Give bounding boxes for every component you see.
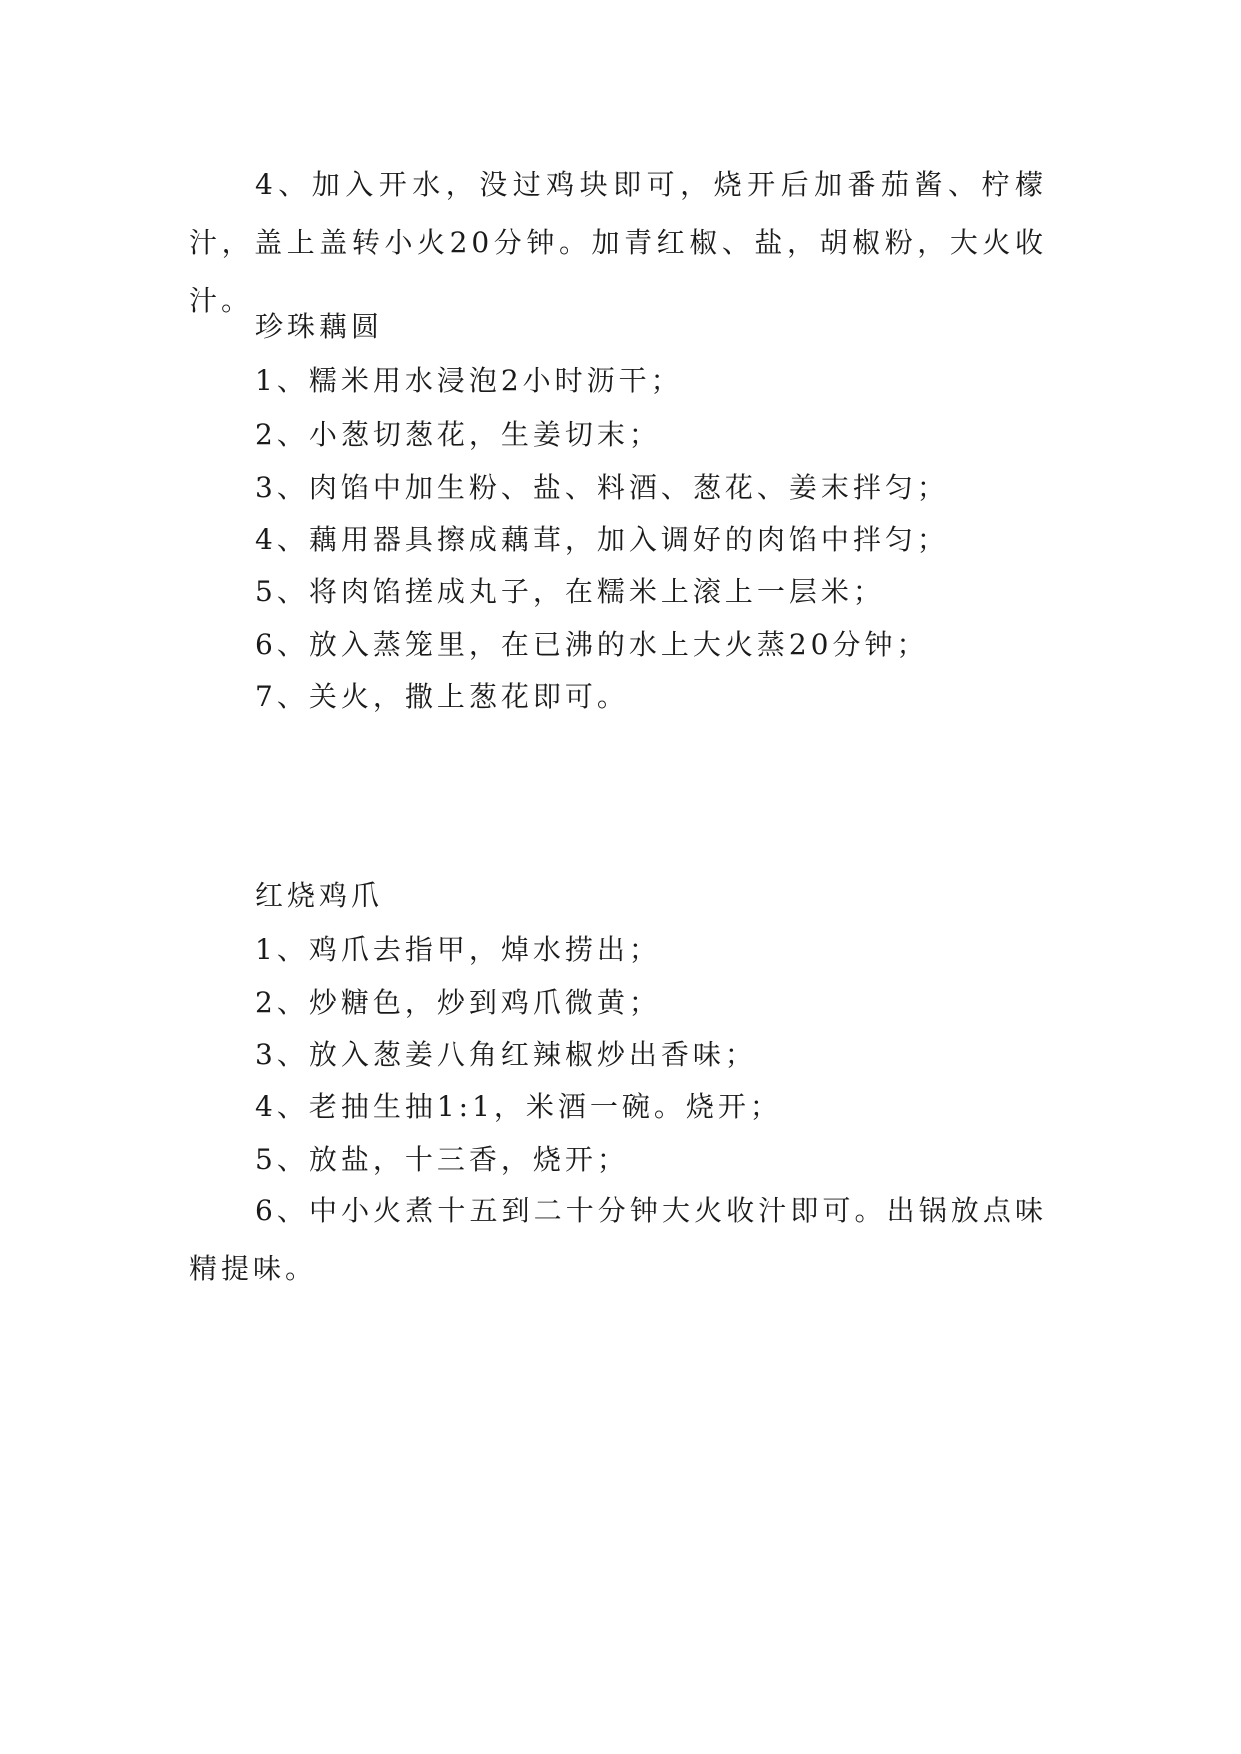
list-item: 2、小葱切葱花，生姜切末； <box>255 418 661 451</box>
list-item: 1、鸡爪去指甲，焯水捞出； <box>255 933 661 966</box>
recipe-title-braised-chicken-feet: 红烧鸡爪 <box>255 879 384 912</box>
list-item: 4、老抽生抽1:1，米酒一碗。烧开； <box>255 1090 782 1123</box>
list-item: 4、藕用器具擦成藕茸，加入调好的肉馅中拌匀； <box>255 523 949 556</box>
list-item: 7、关火，撒上葱花即可。 <box>255 680 629 713</box>
list-item: 6、放入蒸笼里，在已沸的水上大火蒸20分钟； <box>255 628 929 661</box>
list-item: 6、中小火煮十五到二十分钟大火收汁即可。出锅放点味精提味。 <box>189 1194 1047 1285</box>
paragraph-step-4-chicken: 4、加入开水，没过鸡块即可，烧开后加番茄酱、柠檬汁，盖上盖转小火20分钟。加青红椒、盐，胡椒粉，大火收汁。 <box>189 168 1047 317</box>
list-item: 5、放盐，十三香，烧开； <box>255 1143 629 1176</box>
list-item: 5、将肉馅搓成丸子，在糯米上滚上一层米； <box>255 575 885 608</box>
list-item: 3、肉馅中加生粉、盐、料酒、葱花、姜末拌匀； <box>255 471 949 504</box>
list-item: 3、放入葱姜八角红辣椒炒出香味； <box>255 1038 757 1071</box>
list-item: 1、糯米用水浸泡2小时沥干； <box>255 364 683 397</box>
list-item: 2、炒糖色，炒到鸡爪微黄； <box>255 986 661 1019</box>
recipe-title-pearl-lotus-balls: 珍珠藕圆 <box>255 310 384 343</box>
